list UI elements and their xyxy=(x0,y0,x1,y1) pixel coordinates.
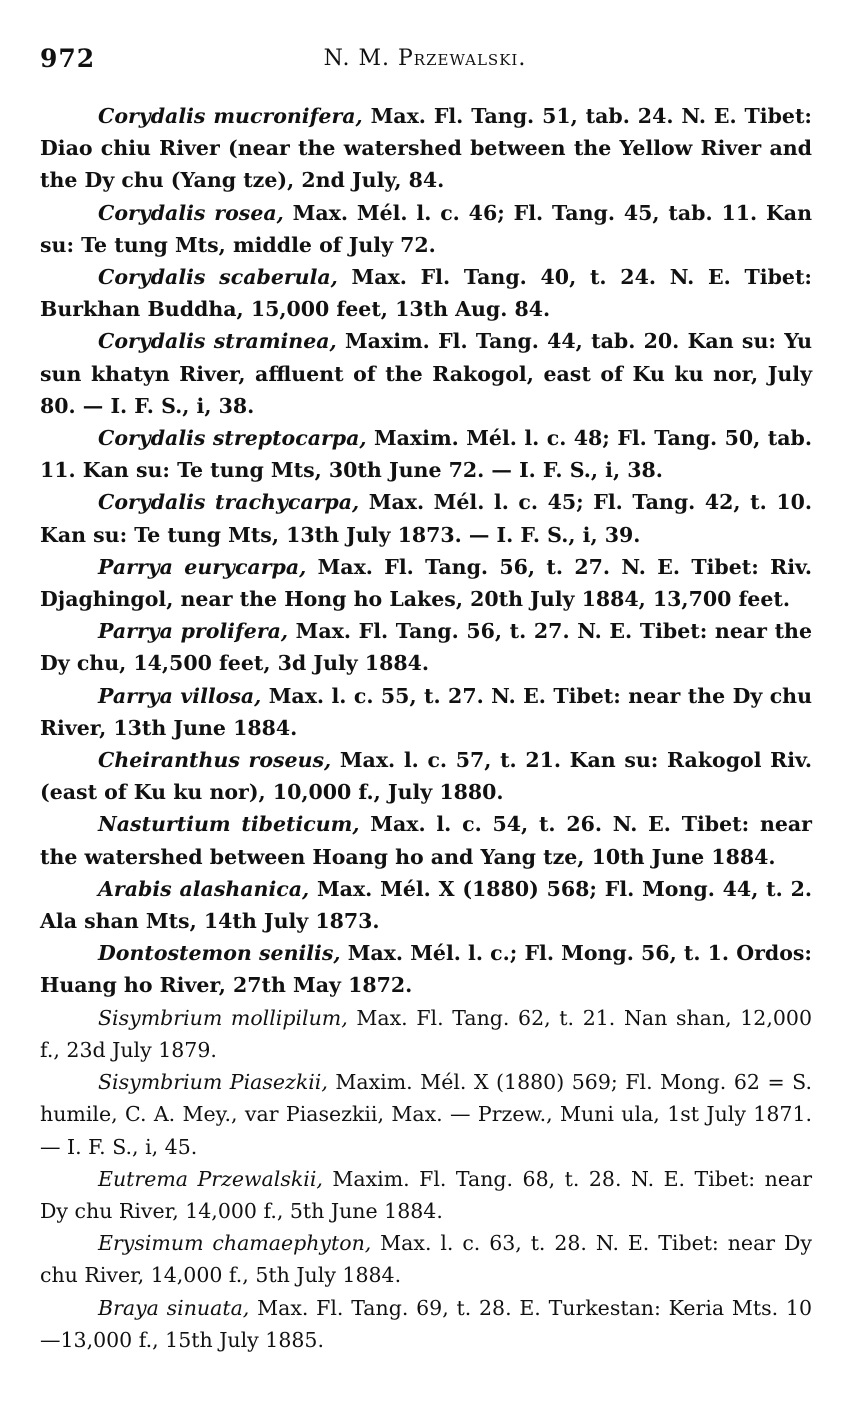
entry-text: Max. Fl. Tang. 69, t. 28. E. Turkestan: Keria Mts. 10—13,000 f., 15th July 1885. xyxy=(40,1295,813,1352)
running-title: N. M. Przewalski. xyxy=(323,46,527,71)
species-name: Corydalis straminea, xyxy=(98,329,337,354)
species-name: Parrya villosa, xyxy=(98,683,262,708)
entry-text: Max. Fl. Tang. 56, t. 27. N. E. Tibet: near the Dy chu, 14,500 feet, 3d July 1884. xyxy=(40,619,812,676)
entry-text: Max. Mél. l. c. 46; Fl. Tang. 45, tab. 11. Kan su: Te tung Mts, middle of July 72. xyxy=(40,200,812,257)
entry-text: Max. l. c. 57, t. 21. Kan su: Rakogol Riv. (east of Ku ku nor), 10,000 f., July 1880. xyxy=(40,748,812,805)
species-list xyxy=(40,100,812,1356)
entry-text: Max. l. c. 54, t. 26. N. E. Tibet: near the watershed between Hoang ho and Yang tze, 10th June 1884. xyxy=(40,812,812,869)
entry-text: Maxim. Fl. Tang. 44, tab. 20. Kan su: Yu sun khatyn River, affluent of the Rakogol, east of Ku ku nor, July 80. — I. F. S., i, 38. xyxy=(40,329,812,418)
species-name: Corydalis streptocarpa, xyxy=(98,426,367,451)
entry-text: Max. Mél. X (1880) 568; Fl. Mong. 44, t. 2. Ala shan Mts, 14th July 1873. xyxy=(40,876,812,934)
entry-text: Max. Mél. l. c.; Fl. Mong. 56, t. 1. Ordos: Huang ho River, 27th May 1872. xyxy=(40,941,812,998)
species-entry xyxy=(40,1066,812,1163)
species-name: Dontostemon senilis, xyxy=(98,941,341,966)
species-entry xyxy=(40,873,812,937)
species-name: Nasturtium tibeticum, xyxy=(98,812,360,837)
species-name: Sisymbrium mollipilum, xyxy=(98,1005,348,1030)
entry-text: Max. Fl. Tang. 40, t. 24. N. E. Tibet: Burkhan Buddha, 15,000 feet, 13th Aug. 84. xyxy=(40,265,812,322)
entry-text: Maxim. Mél. l. c. 48; Fl. Tang. 50, tab. 11. Kan su: Te tung Mts, 30th June 72. — I. F. S., i, 38. xyxy=(40,426,812,483)
species-name: Cheiranthus roseus, xyxy=(98,748,332,773)
species-entry xyxy=(40,1292,812,1356)
species-name: Corydalis trachycarpa, xyxy=(98,490,360,515)
species-name: Eutrema Przewalskii, xyxy=(98,1166,323,1191)
species-name: Braya sinuata, xyxy=(98,1295,250,1320)
species-entry xyxy=(40,1002,812,1066)
entry-text: Max. Mél. l. c. 45; Fl. Tang. 42, t. 10. Kan su: Te tung Mts, 13th July 1873. — I. F. S., i, 39. xyxy=(40,490,812,547)
species-entry xyxy=(40,551,812,615)
species-name: Parrya eurycarpa, xyxy=(98,554,307,579)
species-entry xyxy=(40,422,812,486)
page-header xyxy=(40,44,810,78)
entry-text: Maxim. Mél. X (1880) 569; Fl. Mong. 62 = S. humile, C. A. Mey., var Piasezkii, Max. — Przew., Muni ula, 1st July 1871. — I. F. S., i, 45. xyxy=(40,1070,812,1159)
species-entry xyxy=(40,100,812,197)
species-entry xyxy=(40,261,812,325)
species-entry xyxy=(40,615,812,679)
species-entry xyxy=(40,1227,812,1291)
entry-text: Max. l. c. 55, t. 27. N. E. Tibet: near the Dy chu River, 13th June 1884. xyxy=(40,683,812,740)
entry-text: Max. Fl. Tang. 62, t. 21. Nan shan, 12,000 f., 23d July 1879. xyxy=(40,1005,812,1062)
entry-text: Maxim. Fl. Tang. 68, t. 28. N. E. Tibet: near Dy chu River, 14,000 f., 5th June 1884. xyxy=(40,1166,812,1223)
entry-text: Max. Fl. Tang. 51, tab. 24. N. E. Tibet: Diao chiu River (near the watershed between the Yellow River and the Dy chu (Yang tze), 2nd July, 84. xyxy=(40,104,812,193)
species-entry xyxy=(40,197,812,261)
species-name: Sisymbrium Piasezkii, xyxy=(98,1070,328,1095)
entry-text: Max. Fl. Tang. 56, t. 27. N. E. Tibet: Riv. Djaghingol, near the Hong ho Lakes, 20th July 1884, 13,700 feet. xyxy=(40,554,812,612)
species-entry xyxy=(40,808,812,872)
species-entry xyxy=(40,325,812,422)
species-entry xyxy=(40,937,812,1001)
species-name: Corydalis mucronifera, xyxy=(98,104,363,128)
species-name: Erysimum chamaephyton, xyxy=(98,1231,372,1256)
entry-text: Max. l. c. 63, t. 28. N. E. Tibet: near Dy chu River, 14,000 f., 5th July 1884. xyxy=(40,1231,812,1288)
species-name: Arabis alashanica, xyxy=(98,876,310,901)
species-name: Corydalis scaberula, xyxy=(98,265,338,290)
species-entry xyxy=(40,744,812,808)
species-name: Corydalis rosea, xyxy=(98,200,284,225)
species-name: Parrya prolifera, xyxy=(98,619,289,644)
species-entry xyxy=(40,1163,812,1227)
page-number: 972 xyxy=(40,44,96,73)
species-entry xyxy=(40,486,812,550)
species-entry xyxy=(40,680,812,744)
